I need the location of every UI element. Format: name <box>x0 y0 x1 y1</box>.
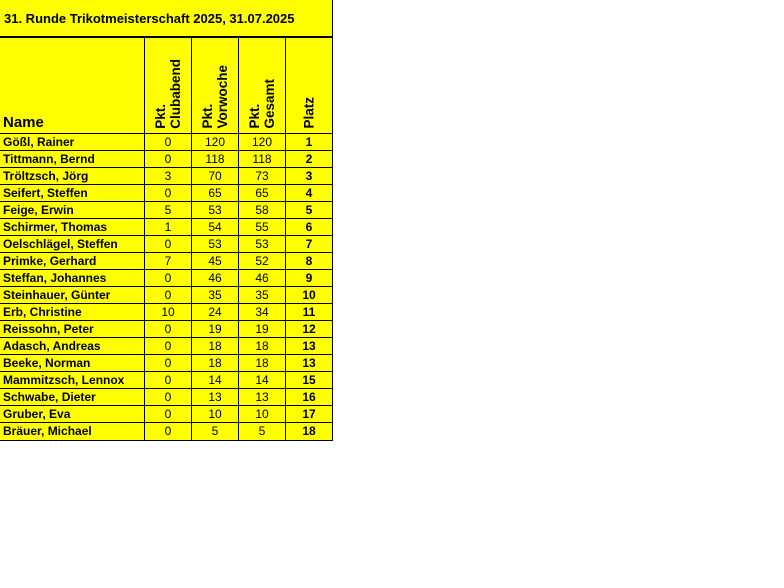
cell-gesamt[interactable]: 46 <box>239 270 286 286</box>
cell-gesamt[interactable]: 58 <box>239 202 286 218</box>
header-name[interactable] <box>0 38 145 133</box>
cell-platz[interactable]: 5 <box>305 203 313 217</box>
cell-vorwoche[interactable]: 18 <box>192 338 239 354</box>
cell-platz[interactable]: 17 <box>302 407 316 421</box>
cell-clubabend[interactable]: 0 <box>145 236 192 252</box>
cell-name[interactable]: Oelschlägel, Steffen <box>0 236 145 252</box>
table-row <box>0 236 332 253</box>
cell-platz[interactable]: 6 <box>305 220 313 234</box>
cell-clubabend[interactable]: 5 <box>145 202 192 218</box>
cell-name[interactable]: Tittmann, Bernd <box>0 151 145 167</box>
standings-sheet <box>0 0 333 441</box>
table-row <box>0 253 332 270</box>
cell-clubabend[interactable]: 0 <box>145 355 192 371</box>
cell-gesamt[interactable]: 55 <box>239 219 286 235</box>
cell-vorwoche[interactable]: 13 <box>192 389 239 405</box>
cell-vorwoche[interactable]: 24 <box>192 304 239 320</box>
sheet-title[interactable]: 31. Runde Trikotmeisterschaft 2025, 31.07.2025 <box>0 0 332 38</box>
cell-name[interactable]: Steinhauer, Günter <box>0 287 145 303</box>
cell-platz[interactable]: 18 <box>302 424 316 438</box>
header-gesamt[interactable] <box>239 38 286 133</box>
cell-platz[interactable]: 2 <box>305 152 313 166</box>
cell-gesamt[interactable]: 19 <box>239 321 286 337</box>
cell-vorwoche[interactable]: 65 <box>192 185 239 201</box>
cell-platz[interactable]: 4 <box>305 186 313 200</box>
table-row <box>0 304 332 321</box>
cell-vorwoche[interactable]: 5 <box>192 423 239 440</box>
cell-vorwoche[interactable]: 35 <box>192 287 239 303</box>
cell-platz[interactable]: 12 <box>302 322 316 336</box>
cell-clubabend[interactable]: 0 <box>145 389 192 405</box>
cell-vorwoche[interactable]: 19 <box>192 321 239 337</box>
cell-gesamt[interactable]: 18 <box>239 338 286 354</box>
table-row <box>0 134 332 151</box>
cell-vorwoche[interactable]: 120 <box>192 134 239 150</box>
table-row <box>0 202 332 219</box>
cell-platz[interactable]: 3 <box>305 169 313 183</box>
table-row <box>0 355 332 372</box>
table-row <box>0 287 332 304</box>
cell-vorwoche[interactable]: 18 <box>192 355 239 371</box>
cell-clubabend[interactable]: 0 <box>145 406 192 422</box>
standings-rows <box>0 134 332 440</box>
cell-platz[interactable]: 11 <box>302 305 316 319</box>
cell-platz[interactable]: 15 <box>302 373 316 387</box>
table-row <box>0 185 332 202</box>
cell-vorwoche[interactable]: 10 <box>192 406 239 422</box>
cell-clubabend[interactable]: 1 <box>145 219 192 235</box>
header-gesamt-label: Pkt. Gesamt <box>247 79 277 129</box>
cell-name[interactable]: Primke, Gerhard <box>0 253 145 269</box>
cell-name[interactable]: Mammitzsch, Lennox <box>0 372 145 388</box>
cell-name[interactable]: Feige, Erwin <box>0 202 145 218</box>
cell-name[interactable]: Tröltzsch, Jörg <box>0 168 145 184</box>
cell-clubabend[interactable]: 0 <box>145 423 192 440</box>
table-row <box>0 389 332 406</box>
cell-name[interactable]: Seifert, Steffen <box>0 185 145 201</box>
cell-clubabend[interactable]: 7 <box>145 253 192 269</box>
cell-platz[interactable]: 16 <box>302 390 316 404</box>
cell-name[interactable]: Schwabe, Dieter <box>0 389 145 405</box>
cell-platz[interactable]: 13 <box>302 339 316 353</box>
cell-clubabend[interactable]: 0 <box>145 338 192 354</box>
cell-gesamt[interactable]: 53 <box>239 236 286 252</box>
cell-gesamt[interactable]: 73 <box>239 168 286 184</box>
header-clubabend[interactable] <box>145 38 192 133</box>
table-row <box>0 151 332 168</box>
cell-gesamt[interactable]: 118 <box>239 151 286 167</box>
cell-clubabend[interactable]: 10 <box>145 304 192 320</box>
cell-platz[interactable]: 1 <box>305 135 313 149</box>
header-vorwoche-label: Pkt. Vorwoche <box>200 65 230 129</box>
header-platz[interactable] <box>286 38 332 133</box>
cell-clubabend[interactable]: 0 <box>145 185 192 201</box>
cell-vorwoche[interactable]: 53 <box>192 202 239 218</box>
cell-name[interactable]: Gößl, Rainer <box>0 134 145 150</box>
cell-name[interactable]: Reissohn, Peter <box>0 321 145 337</box>
cell-gesamt[interactable]: 5 <box>239 423 286 440</box>
cell-vorwoche[interactable]: 70 <box>192 168 239 184</box>
cell-platz[interactable]: 9 <box>305 271 313 285</box>
header-platz-label: Platz <box>301 97 317 129</box>
cell-gesamt[interactable]: 13 <box>239 389 286 405</box>
cell-clubabend[interactable]: 0 <box>145 321 192 337</box>
cell-platz[interactable]: 8 <box>305 254 313 268</box>
cell-name[interactable]: Adasch, Andreas <box>0 338 145 354</box>
cell-vorwoche[interactable]: 118 <box>192 151 239 167</box>
cell-name[interactable]: Beeke, Norman <box>0 355 145 371</box>
cell-gesamt[interactable]: 18 <box>239 355 286 371</box>
cell-name[interactable]: Schirmer, Thomas <box>0 219 145 235</box>
header-name-label: Name <box>3 114 44 131</box>
table-row <box>0 338 332 355</box>
cell-gesamt[interactable]: 65 <box>239 185 286 201</box>
cell-name[interactable]: Gruber, Eva <box>0 406 145 422</box>
cell-gesamt[interactable]: 14 <box>239 372 286 388</box>
table-row <box>0 270 332 287</box>
cell-clubabend[interactable]: 0 <box>145 151 192 167</box>
cell-clubabend[interactable]: 0 <box>145 134 192 150</box>
header-row <box>0 38 332 134</box>
table-row <box>0 168 332 185</box>
cell-platz[interactable]: 7 <box>305 237 313 251</box>
table-row <box>0 321 332 338</box>
cell-name[interactable]: Erb, Christine <box>0 304 145 320</box>
table-row <box>0 372 332 389</box>
cell-clubabend[interactable]: 3 <box>145 168 192 184</box>
table-row <box>0 219 332 236</box>
cell-gesamt[interactable]: 35 <box>239 287 286 303</box>
cell-vorwoche[interactable]: 53 <box>192 236 239 252</box>
cell-clubabend[interactable]: 0 <box>145 372 192 388</box>
header-clubabend-label: Pkt. Clubabend <box>153 59 183 129</box>
cell-name[interactable]: Bräuer, Michael <box>0 423 145 440</box>
cell-vorwoche[interactable]: 54 <box>192 219 239 235</box>
table-row <box>0 406 332 423</box>
cell-gesamt[interactable]: 120 <box>239 134 286 150</box>
cell-clubabend[interactable]: 0 <box>145 270 192 286</box>
cell-vorwoche[interactable]: 46 <box>192 270 239 286</box>
cell-gesamt[interactable]: 52 <box>239 253 286 269</box>
cell-vorwoche[interactable]: 45 <box>192 253 239 269</box>
table-row <box>0 423 332 440</box>
cell-vorwoche[interactable]: 14 <box>192 372 239 388</box>
cell-clubabend[interactable]: 0 <box>145 287 192 303</box>
cell-platz[interactable]: 13 <box>302 356 316 370</box>
cell-gesamt[interactable]: 34 <box>239 304 286 320</box>
cell-name[interactable]: Steffan, Johannes <box>0 270 145 286</box>
header-vorwoche[interactable] <box>192 38 239 133</box>
cell-gesamt[interactable]: 10 <box>239 406 286 422</box>
cell-platz[interactable]: 10 <box>302 288 316 302</box>
